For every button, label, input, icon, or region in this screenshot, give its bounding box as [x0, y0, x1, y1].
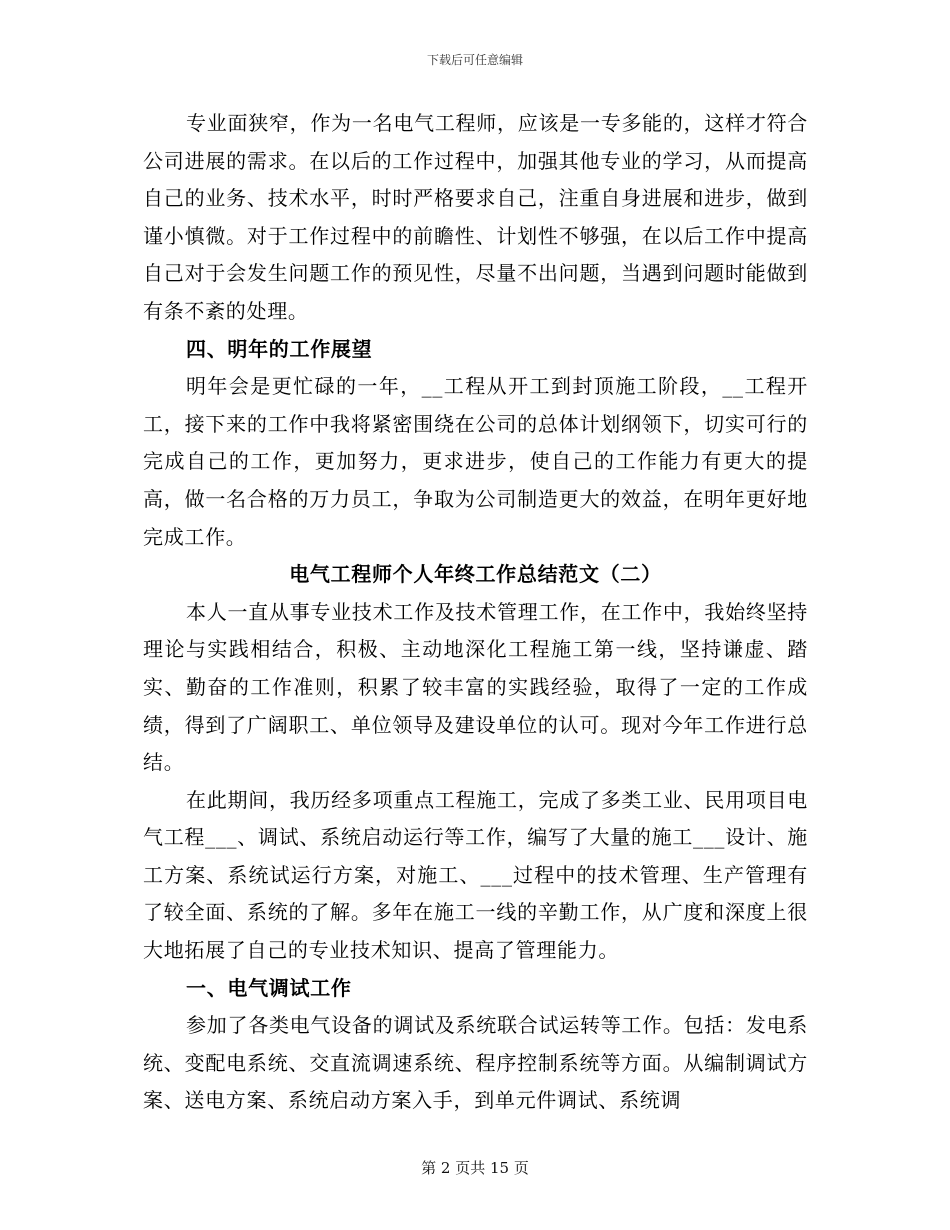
document-body: [143, 105, 808, 1120]
section-heading: 一、电气调试工作: [186, 975, 352, 1000]
paragraph: 参加了各类电气设备的调试及系统联合试运转等工作。包括：发电系统、变配电系统、交直流调速系统、程序控制系统等方面。从编制调试方案、送电方案、系统启动方案入手，到单元件调试、系统调: [143, 1013, 808, 1113]
paragraph: 在此期间，我历经多项重点工程施工，完成了多类工业、民用项目电气工程___、调试、系统启动运行等工作，编写了大量的施工___设计、施工方案、系统试运行方案，对施工、___过程中的技术管理、生产管理有了较全面、系统的了解。多年在施工一线的辛勤工作，从广度和深度上很大地拓展了自己的专业技术知识、提高了管理能力。: [143, 787, 808, 963]
paragraph: 专业面狭窄，作为一名电气工程师，应该是一专多能的，这样才符合公司进展的需求。在以后的工作过程中，加强其他专业的学习，从而提高自己的业务、技术水平，时时严格要求自己，注重自身进展和进步，做到谨小慎微。对于工作过程中的前瞻性、计划性不够强，在以后工作中提高自己对于会发生问题工作的预见性，尽量不出问题，当遇到问题时能做到有条不紊的处理。: [143, 111, 808, 323]
section-heading: 四、明年的工作展望: [186, 336, 373, 361]
document-title: 电气工程师个人年终工作总结范文（二）: [289, 562, 662, 587]
paragraph: 本人一直从事专业技术工作及技术管理工作，在工作中，我始终坚持理论与实践相结合，积极、主动地深化工程施工第一线，坚持谦虚、踏实、勤奋的工作准则，积累了较丰富的实践经验，取得了一定的工作成绩，得到了广阔职工、单位领导及建设单位的认可。现对今年工作进行总结。: [143, 599, 808, 775]
page-number: 第 2 页共 15 页: [421, 1159, 529, 1177]
page-header: 下载后可任意编辑: [426, 53, 523, 67]
paragraph: 明年会是更忙碌的一年，__工程从开工到封顶施工阶段，__工程开工，接下来的工作中我将紧密围绕在公司的总体计划纲领下，切实可行的完成自己的工作，更加努力，更求进步，使自己的工作能力有更大的提高，做一名合格的万力员工，争取为公司制造更大的效益，在明年更好地完成工作。: [143, 374, 808, 549]
